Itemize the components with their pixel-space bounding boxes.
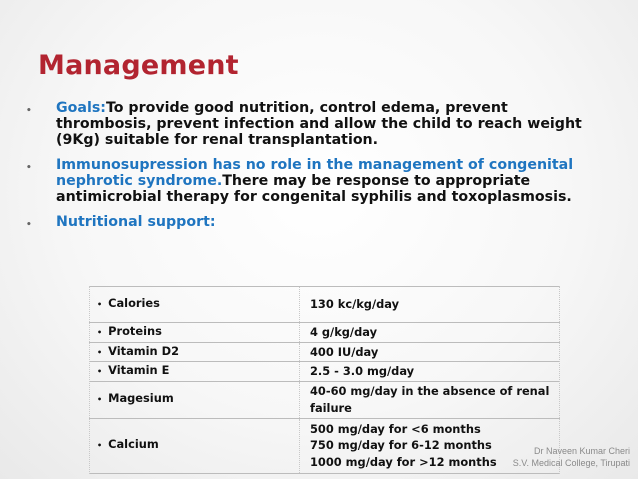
bullet-immunosuppression [26, 157, 596, 205]
bullet-text: There may be response to appropriate antimicrobial therapy for congenital syphilis and toxoplasmosis. [56, 173, 572, 205]
table-row [89, 287, 560, 323]
table-cell-item: • Magesium [89, 381, 300, 418]
bullet-label: Nutritional support: [56, 214, 216, 230]
table-cell-value: 4 g/kg/day [300, 323, 561, 343]
table-row [89, 323, 560, 343]
bullet-label: Immunosupression has no role in the management of congenital nephrotic syndrome. [56, 157, 574, 189]
bullet-dot-icon: • [26, 163, 32, 173]
bullet-label: Goals: [56, 100, 106, 116]
table-cell-value: 400 IU/day [300, 342, 561, 362]
table-cell-value: 500 mg/day for <6 months 750 mg/day for 6-12 months 1000 mg/day for >12 months [300, 418, 561, 473]
bullet-dot-icon: • [26, 220, 32, 230]
table-cell-item: • Calories [89, 287, 300, 323]
author-credit [513, 445, 630, 469]
bullet-text: To provide good nutrition, control edema, prevent thrombosis, prevent infection and allow the child to reach weight (9Kg) suitable for renal transplantation. [56, 100, 582, 148]
table-row [89, 362, 560, 382]
bullet-list [26, 100, 596, 239]
table-row [89, 342, 560, 362]
slide-title: Management [38, 50, 239, 81]
bullet-dot-icon: • [26, 106, 32, 116]
nutrition-table [89, 286, 560, 474]
credit-name: Dr Naveen Kumar Cheri [533, 446, 630, 456]
table-cell-item: • Calcium [89, 418, 300, 473]
credit-institution: S.V. Medical College, Tirupati [512, 458, 630, 468]
table-cell-item: • Vitamin D2 [89, 342, 300, 362]
table-cell-value: 40-60 mg/day in the absence of renal failure [300, 381, 561, 418]
table-cell-item: • Vitamin E [89, 362, 300, 382]
table-cell-value: 2.5 - 3.0 mg/day [300, 362, 561, 382]
table-cell-value: 130 kc/kg/day [300, 287, 561, 323]
table-row [89, 418, 560, 473]
table-cell-item: • Proteins [89, 323, 300, 343]
bullet-goals [26, 100, 596, 148]
bullet-nutritional-support [26, 214, 596, 230]
table-row [89, 381, 560, 418]
